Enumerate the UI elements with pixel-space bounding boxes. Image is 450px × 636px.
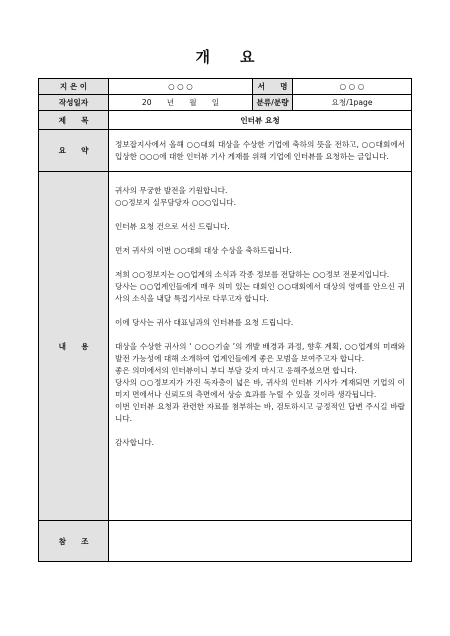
- content-paragraph: 좋은 의미에서의 인터뷰이니 부디 부담 갖지 마시고 응해주셨으면 합니다.: [115, 366, 357, 375]
- category-label: 분류/분량: [253, 95, 293, 111]
- content-paragraph: 대상을 수상한 귀사의 ‘ ○○○기술 ’의 개발 배경과 과정, 향후 계획, ○○업계의 미래와 발전 가능성에 대해 소개하여 업계인들에게 좋은 모범을 보여주고자 합니다.: [115, 342, 405, 363]
- content-body: [109, 172, 412, 521]
- content-paragraph: 먼저 귀사의 이번 ○○대회 대상 수상을 축하드립니다.: [115, 246, 292, 255]
- date-label: 작성일자: [39, 95, 109, 111]
- content-blank-line: [115, 329, 405, 341]
- content-paragraph: 이에 당사는 귀사 대표님과의 인터뷰를 요청 드립니다.: [115, 318, 294, 327]
- subject-label: 제 목: [39, 111, 109, 130]
- content-paragraph: 저희 ○○정보지는 ○○업계의 소식과 각종 정보를 전달하는 ○○정보 전문지입니다.: [115, 270, 390, 279]
- signature-value: ○ ○ ○: [293, 79, 412, 95]
- summary-label: 요 약: [39, 130, 109, 172]
- overview-form-table: [38, 78, 412, 562]
- title-char-2: 요: [240, 48, 255, 66]
- content-paragraph: 감사합니다.: [115, 438, 155, 447]
- reference-value: [109, 521, 412, 562]
- subject-value: 인터뷰 요청: [109, 111, 412, 130]
- signature-label: 서 명: [253, 79, 293, 95]
- content-lines: [115, 185, 405, 449]
- content-paragraph: 인터뷰 요청 건으로 서신 드립니다.: [115, 222, 230, 231]
- content-blank-line: [115, 257, 405, 269]
- title-char-1: 개: [195, 48, 210, 66]
- content-blank-line: [115, 209, 405, 221]
- reference-label: 참 조: [39, 521, 109, 562]
- category-value: 요청/1page: [293, 95, 412, 111]
- content-blank-line: [115, 425, 405, 437]
- content-label: 내 용: [39, 172, 109, 521]
- content-paragraph: 이번 인터뷰 요청과 관련한 자료를 첨부하는 바, 검토하시고 긍정적인 답변 주시길 바랍니다.: [115, 402, 405, 423]
- author-label: 지 은 이: [39, 79, 109, 95]
- content-blank-line: [115, 305, 405, 317]
- content-paragraph: 당사는 ○○업계인들에게 매우 의미 있는 대회인 ○○대회에서 대상의 영예를 안으신 귀사의 소식을 내달 특집기사로 다루고자 합니다.: [115, 282, 405, 303]
- content-paragraph: 귀사의 무궁한 발전을 기원합니다.: [115, 186, 228, 195]
- author-value: ○ ○ ○: [109, 79, 253, 95]
- content-paragraph: 당사의 ○○정보지가 가진 독자층이 넓은 바, 귀사의 인터뷰 기사가 게재되면 기업의 이미지 면에서나 신뢰도의 측면에서 상승 효과를 누릴 수 있을 것이라 생각됩니다.: [115, 378, 405, 399]
- content-blank-line: [115, 233, 405, 245]
- summary-text: 정보잡지사에서 올해 ○○대회 대상을 수상한 기업에 축하의 뜻을 전하고, ○○대회에서 입상한 ○○○에 대한 인터뷰 기사 게재를 위해 기업에 인터뷰를 요청하는 글입니다.: [109, 130, 412, 172]
- document-title: [0, 46, 450, 67]
- date-value: 20 년 월 일: [109, 95, 253, 111]
- content-paragraph: ○○정보지 실무담당자 ○○○입니다.: [115, 198, 237, 207]
